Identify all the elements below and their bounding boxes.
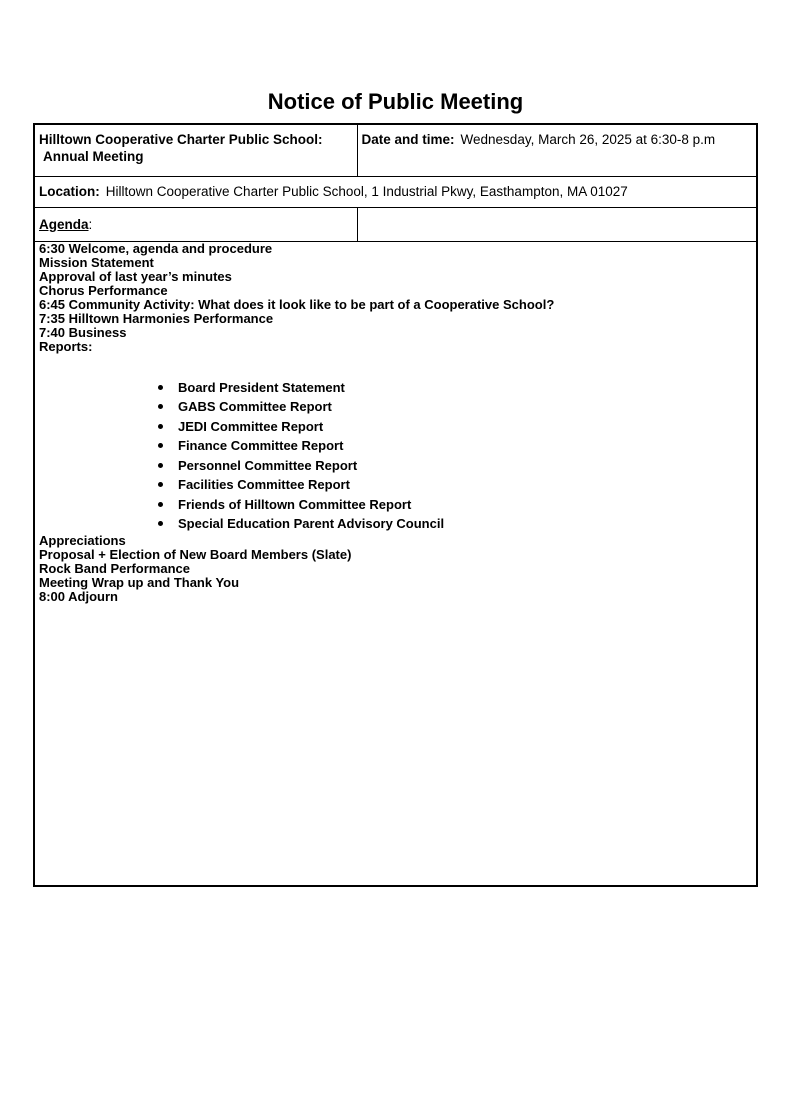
bullet-dot-icon [158, 482, 163, 487]
document-page [0, 90, 791, 1114]
location-label: Location: [39, 183, 100, 199]
bullet-item-label: Finance Committee Report [178, 438, 344, 453]
school-name-line1: Hilltown Cooperative Charter Public School: [39, 132, 323, 147]
bullet-item-jedi [39, 417, 752, 437]
agenda-item-rock-band: Rock Band Performance [39, 560, 190, 576]
bullet-dot-icon [158, 463, 163, 468]
agenda-item-approval: Approval of last year’s minutes [39, 268, 232, 284]
bullet-dot-icon [158, 385, 163, 390]
bullet-item-label: GABS Committee Report [178, 399, 332, 414]
bullet-item-sepac [39, 514, 752, 534]
bullet-item-personnel [39, 456, 752, 476]
location-cell [34, 176, 757, 207]
bullet-item-facilities [39, 475, 752, 495]
meeting-info-table [33, 123, 758, 887]
school-name-line2: Annual Meeting [43, 149, 144, 164]
date-time-value: Wednesday, March 26, 2025 at 6:30-8 p.m [460, 132, 716, 147]
bullet-item-finance [39, 436, 752, 456]
bullet-dot-icon [158, 443, 163, 448]
agenda-item-harmonies: 7:35 Hilltown Harmonies Performance [39, 310, 274, 326]
school-date-row [34, 124, 757, 176]
agenda-item-adjourn: 8:00 Adjourn [39, 588, 118, 604]
agenda-item-community-activity: 6:45 Community Activity: What does it look like to be part of a Cooperative School? [39, 296, 555, 312]
bullet-item-friends [39, 495, 752, 515]
location-row [34, 176, 757, 207]
date-time-cell [357, 124, 757, 176]
agenda-item-welcome: 6:30 Welcome, agenda and procedure [39, 240, 273, 256]
agenda-label: Agenda [39, 216, 89, 232]
location-value: Hilltown Cooperative Charter Public School, 1 Industrial Pkwy, Easthampton, MA 01027 [105, 183, 628, 199]
school-name-cell [34, 124, 357, 176]
agenda-colon: : [88, 216, 93, 232]
bullet-dot-icon [158, 502, 163, 507]
agenda-item-chorus: Chorus Performance [39, 282, 168, 298]
agenda-body-row [34, 241, 757, 886]
bullet-item-label: Personnel Committee Report [178, 457, 358, 473]
agenda-item-wrap-up: Meeting Wrap up and Thank You [39, 574, 240, 590]
bullet-item-label: JEDI Committee Report [178, 418, 324, 434]
agenda-item-mission: Mission Statement [39, 254, 154, 270]
page-title: Notice of Public Meeting [267, 89, 524, 114]
agenda-label-cell [34, 207, 357, 241]
agenda-body-cell [34, 241, 757, 886]
bullet-dot-icon [158, 404, 163, 409]
bullet-dot-icon [158, 424, 163, 429]
bullet-dot-icon [158, 521, 163, 526]
bullet-item-label: Special Education Parent Advisory Council [178, 516, 445, 531]
bullet-item-gabs [39, 397, 752, 417]
agenda-item-business: 7:40 Business [39, 324, 127, 340]
agenda-item-reports-label: Reports: [39, 338, 93, 354]
agenda-empty-cell [357, 207, 757, 241]
bullet-item-board-president [39, 378, 752, 398]
report-bullet-list [39, 378, 752, 534]
bullet-item-label: Friends of Hilltown Committee Report [178, 496, 412, 512]
agenda-item-appreciations: Appreciations [39, 532, 126, 548]
bullet-item-label: Facilities Committee Report [178, 477, 350, 492]
agenda-item-proposal: Proposal + Election of New Board Members (Slate) [39, 546, 352, 562]
agenda-label-row [34, 207, 757, 241]
bullet-item-label: Board President Statement [178, 379, 345, 395]
date-time-label: Date and time: [361, 132, 455, 147]
